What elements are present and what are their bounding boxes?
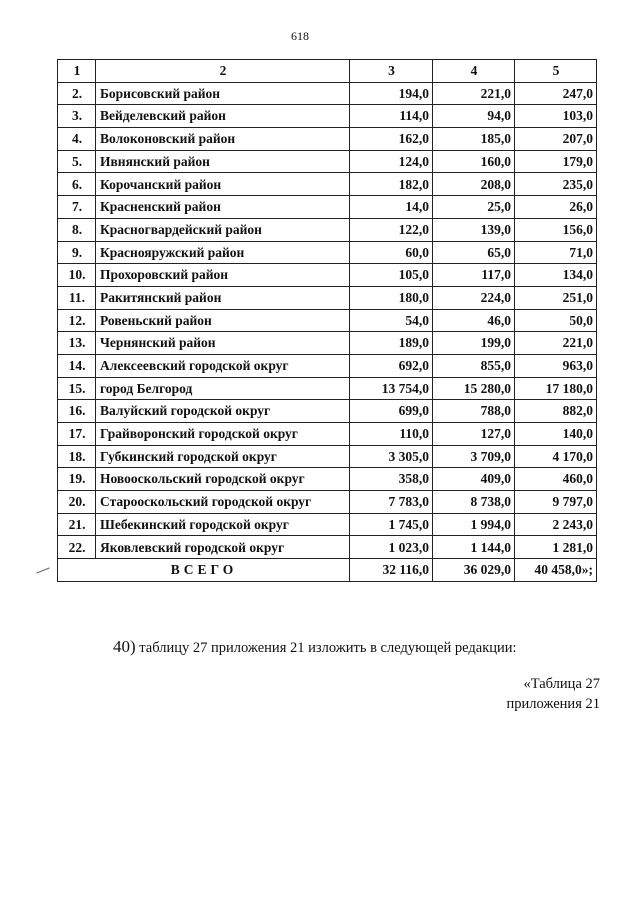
row-col4: 409,0 [433, 468, 515, 491]
total-label: ВСЕГО [58, 559, 350, 582]
row-name: Губкинский городской округ [96, 445, 350, 468]
page-number: 618 [291, 29, 309, 43]
row-col4: 46,0 [433, 309, 515, 332]
row-name: Новооскольский городской округ [96, 468, 350, 491]
row-col4: 1 144,0 [433, 536, 515, 559]
row-col5: 4 170,0 [515, 445, 597, 468]
table-row [58, 128, 597, 151]
row-col5: 26,0 [515, 196, 597, 219]
table-row [58, 218, 597, 241]
row-name: Корочанский район [96, 173, 350, 196]
total-col5: 40 458,0»; [515, 559, 597, 582]
row-col3: 3 305,0 [350, 445, 433, 468]
row-col4: 8 738,0 [433, 491, 515, 514]
row-col4: 1 994,0 [433, 513, 515, 536]
row-col5: 235,0 [515, 173, 597, 196]
row-index: 14. [58, 354, 96, 377]
row-index: 18. [58, 445, 96, 468]
row-col3: 7 783,0 [350, 491, 433, 514]
row-name: Ивнянский район [96, 150, 350, 173]
instruction-text: таблицу 27 приложения 21 изложить в следующей редакции: [139, 640, 517, 656]
table-row [58, 264, 597, 287]
row-index: 4. [58, 128, 96, 151]
table-caption-title: «Таблица 27 [523, 676, 600, 692]
row-name: Красногвардейский район [96, 218, 350, 241]
table-row [58, 105, 597, 128]
row-col5: 963,0 [515, 354, 597, 377]
row-col4: 160,0 [433, 150, 515, 173]
row-col3: 358,0 [350, 468, 433, 491]
row-name: Краснояружский район [96, 241, 350, 264]
row-col4: 94,0 [433, 105, 515, 128]
row-index: 3. [58, 105, 96, 128]
row-col3: 162,0 [350, 128, 433, 151]
table-header-row [58, 60, 597, 83]
row-col4: 855,0 [433, 354, 515, 377]
row-index: 7. [58, 196, 96, 219]
table-body [58, 82, 597, 558]
row-col5: 247,0 [515, 82, 597, 105]
row-col5: 140,0 [515, 423, 597, 446]
row-col3: 180,0 [350, 286, 433, 309]
row-col4: 199,0 [433, 332, 515, 355]
row-index: 8. [58, 218, 96, 241]
row-index: 22. [58, 536, 96, 559]
table-row [58, 309, 597, 332]
table-row [58, 536, 597, 559]
row-index: 20. [58, 491, 96, 514]
instruction-number: 40) [113, 637, 136, 656]
table-row [58, 513, 597, 536]
row-col3: 105,0 [350, 264, 433, 287]
row-col3: 1 745,0 [350, 513, 433, 536]
row-col3: 13 754,0 [350, 377, 433, 400]
row-name: Волоконовский район [96, 128, 350, 151]
table-row [58, 82, 597, 105]
row-index: 6. [58, 173, 96, 196]
table-row [58, 241, 597, 264]
row-col5: 251,0 [515, 286, 597, 309]
row-col5: 9 797,0 [515, 491, 597, 514]
row-index: 12. [58, 309, 96, 332]
row-col5: 50,0 [515, 309, 597, 332]
row-col3: 189,0 [350, 332, 433, 355]
scan-mark [36, 567, 49, 573]
row-name: Алексеевский городской округ [96, 354, 350, 377]
table-row [58, 491, 597, 514]
row-col3: 194,0 [350, 82, 433, 105]
row-col5: 221,0 [515, 332, 597, 355]
table-caption-appendix: приложения 21 [506, 696, 600, 712]
row-index: 16. [58, 400, 96, 423]
row-col4: 3 709,0 [433, 445, 515, 468]
table-row [58, 196, 597, 219]
row-name: Прохоровский район [96, 264, 350, 287]
row-col5: 2 243,0 [515, 513, 597, 536]
row-col4: 208,0 [433, 173, 515, 196]
row-index: 10. [58, 264, 96, 287]
row-col3: 699,0 [350, 400, 433, 423]
row-name: Ровеньский район [96, 309, 350, 332]
instruction-paragraph [113, 637, 517, 657]
row-col4: 224,0 [433, 286, 515, 309]
total-col4: 36 029,0 [433, 559, 515, 582]
row-index: 2. [58, 82, 96, 105]
column-header: 3 [350, 60, 433, 83]
row-name: Вейделевский район [96, 105, 350, 128]
row-index: 21. [58, 513, 96, 536]
row-col4: 25,0 [433, 196, 515, 219]
data-table [57, 59, 597, 582]
row-index: 19. [58, 468, 96, 491]
row-col3: 114,0 [350, 105, 433, 128]
table-row [58, 445, 597, 468]
row-col5: 882,0 [515, 400, 597, 423]
row-index: 9. [58, 241, 96, 264]
row-col4: 788,0 [433, 400, 515, 423]
total-col3: 32 116,0 [350, 559, 433, 582]
table-row [58, 400, 597, 423]
row-col5: 460,0 [515, 468, 597, 491]
row-name: Грайворонский городской округ [96, 423, 350, 446]
row-index: 11. [58, 286, 96, 309]
table-row [58, 377, 597, 400]
row-col3: 54,0 [350, 309, 433, 332]
row-name: город Белгород [96, 377, 350, 400]
row-col4: 127,0 [433, 423, 515, 446]
row-col4: 185,0 [433, 128, 515, 151]
table-row [58, 173, 597, 196]
row-name: Красненский район [96, 196, 350, 219]
row-col3: 122,0 [350, 218, 433, 241]
row-col5: 207,0 [515, 128, 597, 151]
table-row [58, 150, 597, 173]
row-name: Шебекинский городской округ [96, 513, 350, 536]
row-col4: 117,0 [433, 264, 515, 287]
column-header: 2 [96, 60, 350, 83]
row-name: Борисовский район [96, 82, 350, 105]
row-index: 13. [58, 332, 96, 355]
row-index: 17. [58, 423, 96, 446]
column-header: 5 [515, 60, 597, 83]
table-row [58, 354, 597, 377]
table-row [58, 332, 597, 355]
row-col4: 65,0 [433, 241, 515, 264]
row-index: 15. [58, 377, 96, 400]
row-col3: 60,0 [350, 241, 433, 264]
table-row [58, 423, 597, 446]
row-col4: 15 280,0 [433, 377, 515, 400]
row-name: Чернянский район [96, 332, 350, 355]
row-name: Старооскольский городской округ [96, 491, 350, 514]
row-col3: 14,0 [350, 196, 433, 219]
row-col5: 134,0 [515, 264, 597, 287]
row-col3: 692,0 [350, 354, 433, 377]
table-total-row [58, 559, 597, 582]
row-col4: 221,0 [433, 82, 515, 105]
row-col3: 1 023,0 [350, 536, 433, 559]
row-col5: 71,0 [515, 241, 597, 264]
row-col4: 139,0 [433, 218, 515, 241]
row-name: Ракитянский район [96, 286, 350, 309]
row-name: Яковлевский городской округ [96, 536, 350, 559]
row-col5: 17 180,0 [515, 377, 597, 400]
column-header: 1 [58, 60, 96, 83]
row-col5: 156,0 [515, 218, 597, 241]
row-index: 5. [58, 150, 96, 173]
row-col5: 179,0 [515, 150, 597, 173]
row-col5: 103,0 [515, 105, 597, 128]
row-col3: 182,0 [350, 173, 433, 196]
row-col3: 110,0 [350, 423, 433, 446]
row-name: Валуйский городской округ [96, 400, 350, 423]
column-header: 4 [433, 60, 515, 83]
table-row [58, 468, 597, 491]
row-col3: 124,0 [350, 150, 433, 173]
row-col5: 1 281,0 [515, 536, 597, 559]
table-row [58, 286, 597, 309]
